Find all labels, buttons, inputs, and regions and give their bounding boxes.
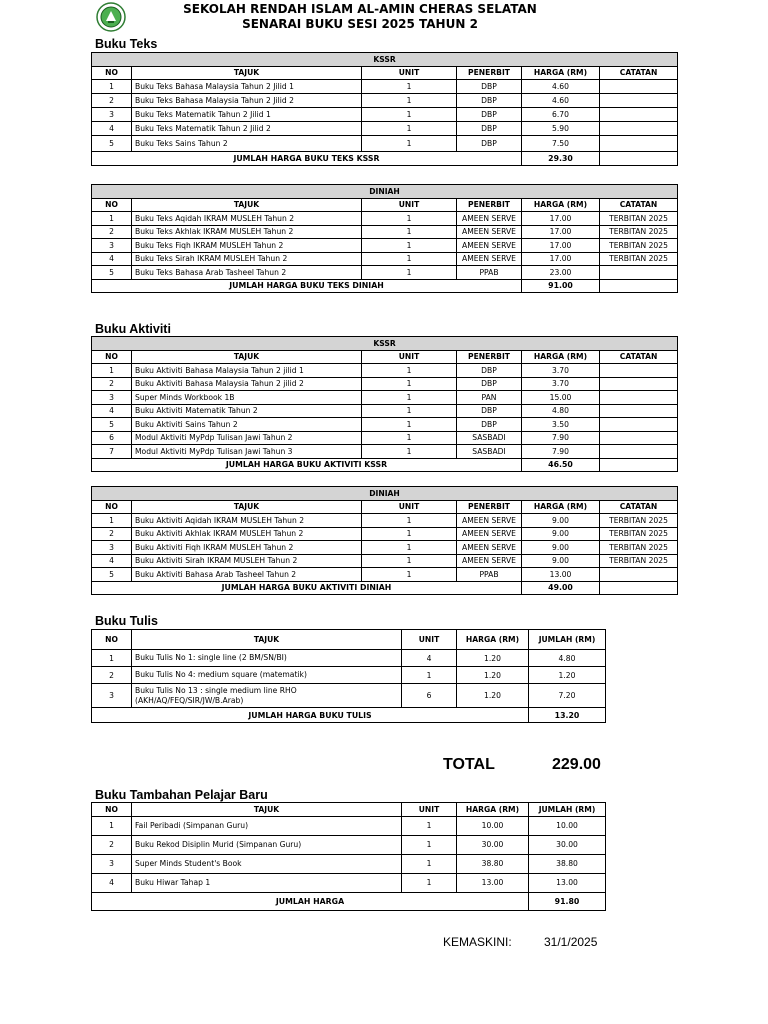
column-header: TAJUK bbox=[132, 350, 362, 364]
table-cell: 1 bbox=[362, 431, 457, 445]
column-header: NO bbox=[92, 66, 132, 80]
column-header: UNIT bbox=[362, 350, 457, 364]
table-cell: DBP bbox=[457, 364, 522, 378]
table-cell: 1 bbox=[92, 816, 132, 835]
table-cell: 3.70 bbox=[522, 364, 600, 378]
table-cell: 1.20 bbox=[457, 684, 529, 708]
column-header: JUMLAH (RM) bbox=[529, 630, 606, 650]
total-empty bbox=[600, 279, 678, 293]
table-cell: Buku Teks Bahasa Arab Tasheel Tahun 2 bbox=[132, 266, 362, 280]
table-cell: Modul Aktiviti MyPdp Tulisan Jawi Tahun 2 bbox=[132, 431, 362, 445]
table-cell: 10.00 bbox=[457, 816, 529, 835]
table-buku-tulis bbox=[91, 629, 606, 723]
table-cell: 1 bbox=[362, 80, 457, 94]
table-cell: Modul Aktiviti MyPdp Tulisan Jawi Tahun 3 bbox=[132, 445, 362, 459]
column-header: UNIT bbox=[362, 198, 457, 212]
table-cell: 4 bbox=[92, 873, 132, 892]
table-row bbox=[92, 854, 606, 873]
group-header: KSSR bbox=[92, 53, 678, 67]
table-cell: 3.70 bbox=[522, 377, 600, 391]
table-cell: 1 bbox=[402, 854, 457, 873]
table-cell: PAN bbox=[457, 391, 522, 405]
total-label: JUMLAH HARGA BUKU AKTIVITI DINIAH bbox=[92, 581, 522, 595]
table-cell: 10.00 bbox=[529, 816, 606, 835]
table-row bbox=[92, 122, 678, 136]
table-cell: 15.00 bbox=[522, 391, 600, 405]
table-cell: 7.90 bbox=[522, 431, 600, 445]
table-cell: 13.00 bbox=[457, 873, 529, 892]
table-cell bbox=[600, 108, 678, 122]
table-cell: 1 bbox=[362, 514, 457, 528]
table-cell: Buku Hiwar Tahap 1 bbox=[132, 873, 402, 892]
total-value: 46.50 bbox=[522, 458, 600, 472]
table-cell: DBP bbox=[457, 418, 522, 432]
table-cell: 2 bbox=[92, 225, 132, 239]
table-row bbox=[92, 684, 606, 708]
document-subtitle: SENARAI BUKU SESI 2025 TAHUN 2 bbox=[242, 17, 478, 31]
column-header: HARGA (RM) bbox=[522, 500, 600, 514]
column-header: CATATAN bbox=[600, 66, 678, 80]
table-cell: 1 bbox=[362, 108, 457, 122]
table-cell: 13.00 bbox=[522, 568, 600, 582]
total-label: JUMLAH HARGA BUKU TEKS DINIAH bbox=[92, 279, 522, 293]
table-cell: 13.00 bbox=[529, 873, 606, 892]
updated-label: KEMASKINI: bbox=[443, 935, 512, 949]
table-cell: Fail Peribadi (Simpanan Guru) bbox=[132, 816, 402, 835]
table-row bbox=[92, 514, 678, 528]
table-cell: TERBITAN 2025 bbox=[600, 252, 678, 266]
table-row bbox=[92, 650, 606, 667]
table-cell: 1 bbox=[92, 80, 132, 94]
table-row bbox=[92, 873, 606, 892]
table-cell: 3.50 bbox=[522, 418, 600, 432]
table-cell: AMEEN SERVE bbox=[457, 252, 522, 266]
table-cell: DBP bbox=[457, 122, 522, 136]
table-cell: 3 bbox=[92, 684, 132, 708]
column-header: NO bbox=[92, 630, 132, 650]
table-cell: 7.90 bbox=[522, 445, 600, 459]
table-row bbox=[92, 108, 678, 122]
total-empty bbox=[600, 581, 678, 595]
table-cell: 38.80 bbox=[457, 854, 529, 873]
table-buku-tambahan bbox=[91, 802, 606, 911]
table-cell: 30.00 bbox=[529, 835, 606, 854]
table-row bbox=[92, 816, 606, 835]
table-row bbox=[92, 252, 678, 266]
table-cell: 1 bbox=[362, 377, 457, 391]
table-row bbox=[92, 554, 678, 568]
table-row bbox=[92, 80, 678, 94]
column-header: CATATAN bbox=[600, 500, 678, 514]
table-cell bbox=[600, 418, 678, 432]
table-cell: 3 bbox=[92, 854, 132, 873]
table-cell: TERBITAN 2025 bbox=[600, 212, 678, 226]
table-cell: 7 bbox=[92, 445, 132, 459]
table-cell: 5 bbox=[92, 418, 132, 432]
table-row bbox=[92, 527, 678, 541]
table-cell: 2 bbox=[92, 667, 132, 684]
table-cell: Buku Aktiviti Aqidah IKRAM MUSLEH Tahun 2 bbox=[132, 514, 362, 528]
column-header: HARGA (RM) bbox=[522, 66, 600, 80]
column-header: TAJUK bbox=[132, 198, 362, 212]
column-header: PENERBIT bbox=[457, 350, 522, 364]
grand-total-value: 229.00 bbox=[552, 756, 601, 773]
table-row bbox=[92, 667, 606, 684]
table-cell: 4 bbox=[92, 122, 132, 136]
table-row bbox=[92, 418, 678, 432]
table-row bbox=[92, 445, 678, 459]
column-header: HARGA (RM) bbox=[457, 630, 529, 650]
section-title-buku-aktiviti: Buku Aktiviti bbox=[95, 322, 171, 336]
table-cell: 7.20 bbox=[529, 684, 606, 708]
school-logo-icon bbox=[96, 2, 126, 32]
table-cell: 4.80 bbox=[522, 404, 600, 418]
section-title-buku-tambahan: Buku Tambahan Pelajar Baru bbox=[95, 788, 268, 802]
table-cell: Buku Aktiviti Sains Tahun 2 bbox=[132, 418, 362, 432]
total-empty bbox=[600, 152, 678, 166]
updated-date: 31/1/2025 bbox=[544, 935, 598, 949]
table-cell: AMEEN SERVE bbox=[457, 514, 522, 528]
table-row bbox=[92, 541, 678, 555]
table-cell: 4 bbox=[92, 404, 132, 418]
table-aktiviti-diniah bbox=[91, 486, 678, 595]
column-header: UNIT bbox=[362, 66, 457, 80]
table-cell: 1 bbox=[92, 212, 132, 226]
table-cell: 1 bbox=[362, 136, 457, 152]
total-value: 91.80 bbox=[529, 892, 606, 910]
table-cell: 1 bbox=[362, 239, 457, 253]
table-cell: 6 bbox=[92, 431, 132, 445]
table-cell: Buku Aktiviti Bahasa Malaysia Tahun 2 jilid 1 bbox=[132, 364, 362, 378]
section-title-buku-teks: Buku Teks bbox=[95, 37, 158, 51]
table-cell: 1 bbox=[362, 122, 457, 136]
table-cell: SASBADI bbox=[457, 431, 522, 445]
table-cell: 4 bbox=[92, 554, 132, 568]
grand-total-label: TOTAL bbox=[443, 756, 495, 773]
table-cell: 1 bbox=[362, 445, 457, 459]
total-value: 91.00 bbox=[522, 279, 600, 293]
table-cell: 1 bbox=[92, 364, 132, 378]
table-cell bbox=[600, 80, 678, 94]
column-header: NO bbox=[92, 803, 132, 817]
table-cell: 1 bbox=[362, 404, 457, 418]
total-label: JUMLAH HARGA BUKU TULIS bbox=[92, 708, 529, 723]
table-cell bbox=[600, 122, 678, 136]
table-cell: 2 bbox=[92, 835, 132, 854]
table-row bbox=[92, 431, 678, 445]
table-cell: Buku Aktiviti Sirah IKRAM MUSLEH Tahun 2 bbox=[132, 554, 362, 568]
table-cell: Buku Aktiviti Bahasa Arab Tasheel Tahun 2 bbox=[132, 568, 362, 582]
table-cell: Buku Teks Matematik Tahun 2 Jilid 2 bbox=[132, 122, 362, 136]
table-cell: 38.80 bbox=[529, 854, 606, 873]
table-cell: 17.00 bbox=[522, 212, 600, 226]
table-cell bbox=[600, 404, 678, 418]
table-teks-kssr bbox=[91, 52, 678, 166]
table-cell: Buku Teks Bahasa Malaysia Tahun 2 Jilid 2 bbox=[132, 94, 362, 108]
table-row bbox=[92, 94, 678, 108]
table-cell: 4.60 bbox=[522, 80, 600, 94]
column-header: NO bbox=[92, 350, 132, 364]
table-cell: 1 bbox=[362, 252, 457, 266]
column-header: PENERBIT bbox=[457, 500, 522, 514]
table-cell: Buku Teks Sirah IKRAM MUSLEH Tahun 2 bbox=[132, 252, 362, 266]
table-cell bbox=[600, 391, 678, 405]
column-header: TAJUK bbox=[132, 803, 402, 817]
total-value: 13.20 bbox=[529, 708, 606, 723]
table-teks-diniah bbox=[91, 184, 678, 293]
table-cell bbox=[600, 445, 678, 459]
table-cell: 9.00 bbox=[522, 554, 600, 568]
column-header: UNIT bbox=[362, 500, 457, 514]
table-cell: 1 bbox=[362, 568, 457, 582]
table-cell bbox=[600, 136, 678, 152]
column-header: NO bbox=[92, 198, 132, 212]
column-header: JUMLAH (RM) bbox=[529, 803, 606, 817]
table-cell: 17.00 bbox=[522, 252, 600, 266]
table-cell: DBP bbox=[457, 136, 522, 152]
table-cell: 1 bbox=[362, 266, 457, 280]
table-cell: 1.20 bbox=[529, 667, 606, 684]
table-cell: 17.00 bbox=[522, 225, 600, 239]
total-label: JUMLAH HARGA BUKU AKTIVITI KSSR bbox=[92, 458, 522, 472]
table-cell: 1.20 bbox=[457, 650, 529, 667]
table-row bbox=[92, 404, 678, 418]
table-cell: Buku Tulis No 13 : single medium line RHO (AKH/AQ/FEQ/SIR/JW/B.Arab) bbox=[132, 684, 402, 708]
column-header: CATATAN bbox=[600, 350, 678, 364]
table-cell: 2 bbox=[92, 527, 132, 541]
column-header: HARGA (RM) bbox=[522, 350, 600, 364]
table-cell: 4 bbox=[92, 252, 132, 266]
table-cell: AMEEN SERVE bbox=[457, 212, 522, 226]
table-cell: 5 bbox=[92, 136, 132, 152]
table-cell: AMEEN SERVE bbox=[457, 541, 522, 555]
table-cell: 1 bbox=[362, 212, 457, 226]
table-row bbox=[92, 568, 678, 582]
table-cell: 1 bbox=[362, 391, 457, 405]
table-cell: 9.00 bbox=[522, 541, 600, 555]
table-cell: 1.20 bbox=[457, 667, 529, 684]
table-cell: 1 bbox=[362, 94, 457, 108]
table-cell: AMEEN SERVE bbox=[457, 527, 522, 541]
table-cell: 1 bbox=[92, 514, 132, 528]
table-cell: 4.60 bbox=[522, 94, 600, 108]
table-cell: 9.00 bbox=[522, 527, 600, 541]
table-cell: Buku Aktiviti Bahasa Malaysia Tahun 2 jilid 2 bbox=[132, 377, 362, 391]
table-cell: AMEEN SERVE bbox=[457, 239, 522, 253]
column-header: NO bbox=[92, 500, 132, 514]
table-cell: PPAB bbox=[457, 568, 522, 582]
table-row bbox=[92, 239, 678, 253]
table-cell: 9.00 bbox=[522, 514, 600, 528]
table-cell: Buku Aktiviti Akhlak IKRAM MUSLEH Tahun 2 bbox=[132, 527, 362, 541]
table-cell: 6 bbox=[402, 684, 457, 708]
table-cell: 3 bbox=[92, 108, 132, 122]
table-cell: 1 bbox=[92, 650, 132, 667]
table-cell: SASBADI bbox=[457, 445, 522, 459]
column-header: PENERBIT bbox=[457, 198, 522, 212]
total-value: 29.30 bbox=[522, 152, 600, 166]
table-cell bbox=[600, 266, 678, 280]
table-cell: TERBITAN 2025 bbox=[600, 239, 678, 253]
table-cell: 23.00 bbox=[522, 266, 600, 280]
table-row bbox=[92, 391, 678, 405]
table-cell: Buku Teks Akhlak IKRAM MUSLEH Tahun 2 bbox=[132, 225, 362, 239]
section-title-buku-tulis: Buku Tulis bbox=[95, 614, 158, 628]
table-aktiviti-kssr bbox=[91, 336, 678, 472]
total-value: 49.00 bbox=[522, 581, 600, 595]
table-cell: Buku Teks Fiqh IKRAM MUSLEH Tahun 2 bbox=[132, 239, 362, 253]
table-cell: Super Minds Workbook 1B bbox=[132, 391, 362, 405]
table-cell: DBP bbox=[457, 377, 522, 391]
table-cell: 1 bbox=[362, 364, 457, 378]
column-header: TAJUK bbox=[132, 500, 362, 514]
total-label: JUMLAH HARGA BUKU TEKS KSSR bbox=[92, 152, 522, 166]
table-cell: 1 bbox=[402, 873, 457, 892]
table-cell: 3 bbox=[92, 391, 132, 405]
table-cell bbox=[600, 377, 678, 391]
table-cell: Buku Tulis No 1: single line (2 BM/SN/BI) bbox=[132, 650, 402, 667]
column-header: UNIT bbox=[402, 630, 457, 650]
table-cell: 1 bbox=[402, 835, 457, 854]
table-cell: 1 bbox=[362, 541, 457, 555]
table-cell: Buku Aktiviti Fiqh IKRAM MUSLEH Tahun 2 bbox=[132, 541, 362, 555]
table-cell: 4.80 bbox=[529, 650, 606, 667]
table-cell: DBP bbox=[457, 404, 522, 418]
table-cell: Buku Teks Aqidah IKRAM MUSLEH Tahun 2 bbox=[132, 212, 362, 226]
table-cell: 30.00 bbox=[457, 835, 529, 854]
table-cell: TERBITAN 2025 bbox=[600, 541, 678, 555]
table-cell: 2 bbox=[92, 377, 132, 391]
table-cell: Buku Rekod Disiplin Murid (Simpanan Guru) bbox=[132, 835, 402, 854]
column-header: PENERBIT bbox=[457, 66, 522, 80]
group-header: DINIAH bbox=[92, 185, 678, 199]
table-row bbox=[92, 835, 606, 854]
table-cell: Buku Teks Bahasa Malaysia Tahun 2 Jilid 1 bbox=[132, 80, 362, 94]
table-cell: AMEEN SERVE bbox=[457, 554, 522, 568]
column-header: UNIT bbox=[402, 803, 457, 817]
table-cell bbox=[600, 94, 678, 108]
table-cell bbox=[600, 568, 678, 582]
table-cell: 4 bbox=[402, 650, 457, 667]
column-header: CATATAN bbox=[600, 198, 678, 212]
table-cell: TERBITAN 2025 bbox=[600, 514, 678, 528]
group-header: KSSR bbox=[92, 337, 678, 351]
table-cell: 3 bbox=[92, 239, 132, 253]
table-cell: DBP bbox=[457, 108, 522, 122]
table-cell bbox=[600, 364, 678, 378]
table-cell: 3 bbox=[92, 541, 132, 555]
table-cell: Buku Aktiviti Matematik Tahun 2 bbox=[132, 404, 362, 418]
table-row bbox=[92, 136, 678, 152]
table-cell: Buku Tulis No 4: medium square (matematik) bbox=[132, 667, 402, 684]
table-row bbox=[92, 212, 678, 226]
table-row bbox=[92, 364, 678, 378]
column-header: HARGA (RM) bbox=[457, 803, 529, 817]
table-cell: PPAB bbox=[457, 266, 522, 280]
table-cell: 5.90 bbox=[522, 122, 600, 136]
table-cell bbox=[600, 431, 678, 445]
column-header: TAJUK bbox=[132, 630, 402, 650]
table-cell: 5 bbox=[92, 266, 132, 280]
table-cell: 6.70 bbox=[522, 108, 600, 122]
column-header: HARGA (RM) bbox=[522, 198, 600, 212]
table-row bbox=[92, 377, 678, 391]
table-cell: 1 bbox=[362, 225, 457, 239]
table-cell: DBP bbox=[457, 94, 522, 108]
table-cell: 17.00 bbox=[522, 239, 600, 253]
total-label: JUMLAH HARGA bbox=[92, 892, 529, 910]
table-cell: Buku Teks Matematik Tahun 2 Jilid 1 bbox=[132, 108, 362, 122]
table-row bbox=[92, 266, 678, 280]
table-cell: 7.50 bbox=[522, 136, 600, 152]
table-cell: 1 bbox=[362, 554, 457, 568]
table-row bbox=[92, 225, 678, 239]
table-cell: 1 bbox=[362, 418, 457, 432]
table-cell: 5 bbox=[92, 568, 132, 582]
table-cell: Buku Teks Sains Tahun 2 bbox=[132, 136, 362, 152]
table-cell: DBP bbox=[457, 80, 522, 94]
table-cell: 1 bbox=[402, 667, 457, 684]
table-cell: AMEEN SERVE bbox=[457, 225, 522, 239]
table-cell: Super Minds Student's Book bbox=[132, 854, 402, 873]
group-header: DINIAH bbox=[92, 487, 678, 501]
table-cell: 1 bbox=[362, 527, 457, 541]
table-cell: TERBITAN 2025 bbox=[600, 527, 678, 541]
total-empty bbox=[600, 458, 678, 472]
table-cell: TERBITAN 2025 bbox=[600, 554, 678, 568]
table-cell: 2 bbox=[92, 94, 132, 108]
column-header: TAJUK bbox=[132, 66, 362, 80]
table-cell: TERBITAN 2025 bbox=[600, 225, 678, 239]
table-cell: 1 bbox=[402, 816, 457, 835]
school-name: SEKOLAH RENDAH ISLAM AL-AMIN CHERAS SELATAN bbox=[183, 2, 537, 16]
